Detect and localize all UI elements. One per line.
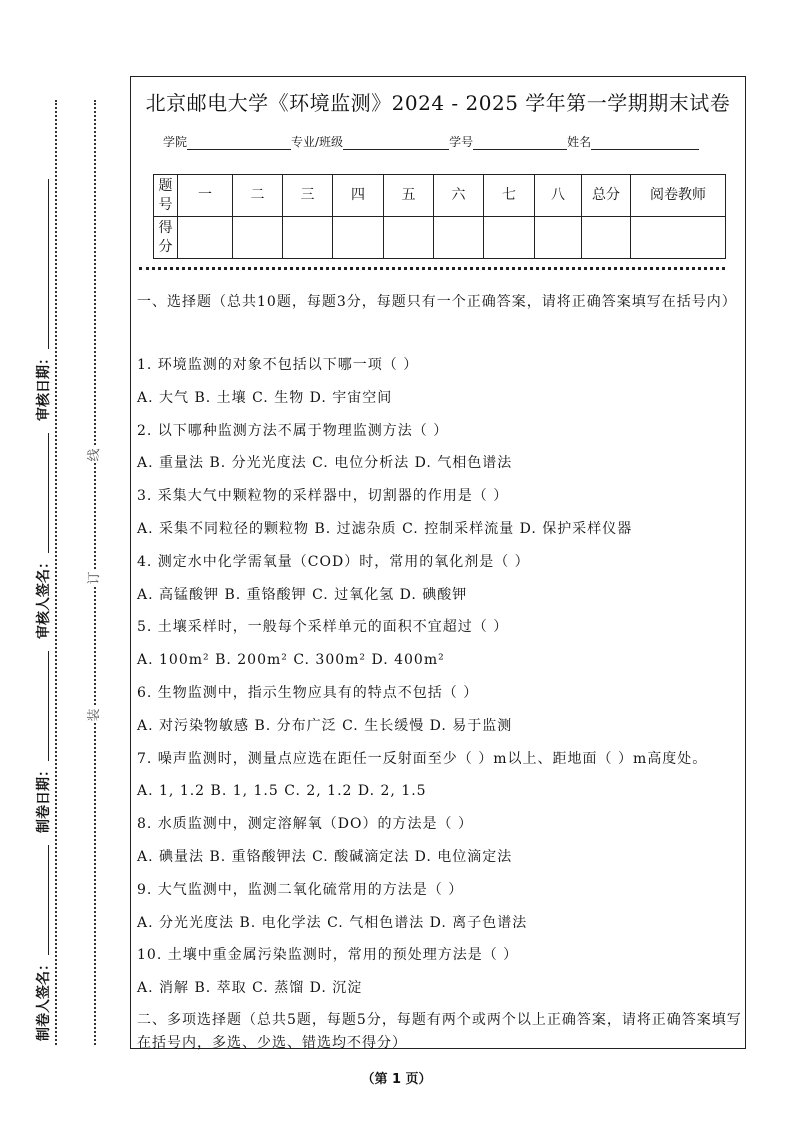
col-1: 一	[178, 175, 233, 217]
question-options: A. 对污染物敏感 B. 分布广泛 C. 生长缓慢 D. 易于监测	[137, 717, 513, 734]
student-id-label: 学号	[449, 135, 474, 149]
question-text: 8. 水质监测中，测定溶解氧（DO）的方法是（ ）	[137, 816, 473, 833]
score-table-score-row	[154, 217, 726, 259]
col-8: 八	[535, 175, 582, 217]
maker-sign-field[interactable]	[48, 845, 49, 955]
score-cell[interactable]	[178, 217, 233, 259]
score-table-header-row	[154, 175, 726, 217]
question-text: 2. 以下哪种监测方法不属于物理监测方法（ ）	[137, 422, 449, 439]
question-text: 6. 生物监测中，指示生物应具有的特点不包括（ ）	[137, 684, 479, 701]
score-cell[interactable]	[333, 217, 384, 259]
score-cell[interactable]	[283, 217, 333, 259]
question-options: A. 碘量法 B. 重铬酸钾法 C. 酸碱滴定法 D. 电位滴定法	[137, 848, 513, 865]
maker-date-label: 制卷日期：	[36, 763, 52, 833]
bind-mark-line: 线	[87, 448, 102, 462]
section1-heading: 一、选择题（总共10题，每题3分，每题只有一个正确答案，请将正确答案填写在括号内）	[137, 294, 737, 310]
col-7: 七	[484, 175, 535, 217]
col-5: 五	[384, 175, 434, 217]
review-date-field[interactable]	[48, 179, 49, 349]
reviewer-sign-label: 审核人签名：	[36, 555, 52, 639]
section2-heading: 二、多项选择题（总共5题，每题5分，每题有两个或两个以上正确答案，请将正确答案填写在括号内，多选、少选、错选均不得分）	[137, 1011, 742, 1051]
question-options: A. 采集不同粒径的颗粒物 B. 过滤杂质 C. 控制采样流量 D. 保护采样仪器	[137, 520, 633, 537]
section-divider	[139, 267, 725, 270]
name-field[interactable]	[591, 135, 699, 150]
bind-mark-bind: 装	[87, 708, 102, 722]
score-cell[interactable]	[582, 217, 631, 259]
review-date-label: 审核日期：	[36, 351, 52, 421]
question-text: 7. 噪声监测时，测量点应选在距任一反射面至少（ ）m以上、距地面（ ）m高度处。	[137, 750, 708, 767]
score-cell[interactable]	[535, 217, 582, 259]
exam-content	[137, 287, 743, 1067]
question-options: A. 高锰酸钾 B. 重铬酸钾 C. 过氧化氢 D. 碘酸钾	[137, 586, 468, 603]
question-text: 1. 环境监测的对象不包括以下哪一项（ ）	[137, 357, 419, 373]
col-3: 三	[283, 175, 333, 217]
col-grader: 阅卷教师	[631, 175, 726, 217]
question-number-label: 题号	[154, 175, 178, 217]
maker-sign-label: 制卷人签名：	[36, 957, 52, 1041]
score-cell[interactable]	[384, 217, 434, 259]
col-total: 总分	[582, 175, 631, 217]
question-text: 5. 土壤采样时，一般每个采样单元的面积不宜超过（ ）	[137, 619, 509, 636]
major-class-label: 专业/班级	[291, 135, 344, 149]
question-options: A. 100m² B. 200m² C. 300m² D. 400m²	[137, 652, 445, 669]
question-text: 9. 大气监测中，监测二氧化硫常用的方法是（ ）	[137, 881, 464, 898]
col-2: 二	[233, 175, 283, 217]
col-6: 六	[434, 175, 484, 217]
question-options: A. 1, 1.2 B. 1, 1.5 C. 2, 1.2 D. 2, 1.5	[137, 783, 427, 800]
question-options: A. 重量法 B. 分光光度法 C. 电位分析法 D. 气相色谱法	[137, 455, 513, 472]
reviewer-sign-field[interactable]	[48, 433, 49, 553]
exam-page-frame	[130, 76, 746, 1049]
major-class-field[interactable]	[343, 135, 449, 150]
question-text: 10. 土壤中重金属污染监测时，常用的预处理方法是（ ）	[137, 947, 519, 964]
score-label: 得分	[154, 217, 178, 259]
name-label: 姓名	[567, 135, 592, 149]
page-number: （第 1 页）	[361, 1072, 432, 1087]
maker-date-field[interactable]	[48, 651, 49, 761]
score-cell[interactable]	[434, 217, 484, 259]
bind-mark-staple: 订	[87, 571, 102, 585]
question-options: A. 消解 B. 萃取 C. 蒸馏 D. 沉淀	[137, 980, 363, 997]
score-cell[interactable]	[233, 217, 283, 259]
score-cell[interactable]	[484, 217, 535, 259]
score-table	[153, 174, 726, 259]
binding-dotted-line-outer	[55, 100, 57, 1045]
col-4: 四	[333, 175, 384, 217]
question-options: A. 分光光度法 B. 电化学法 C. 气相色谱法 D. 离子色谱法	[137, 914, 528, 931]
signature-strip	[31, 121, 53, 1041]
question-text: 4. 测定水中化学需氧量（COD）时，常用的氧化剂是（ ）	[137, 553, 530, 570]
question-options: A. 大气 B. 土壤 C. 生物 D. 宇宙空间	[137, 389, 393, 406]
student-info-fields	[163, 133, 699, 150]
student-id-field[interactable]	[473, 135, 567, 150]
exam-title: 北京邮电大学《环境监测》2024 - 2025 学年第一学期期末试卷	[145, 91, 731, 115]
college-label: 学院	[163, 135, 188, 149]
question-text: 3. 采集大气中颗粒物的采样器中，切割器的作用是（ ）	[137, 488, 509, 505]
college-field[interactable]	[187, 135, 291, 150]
score-cell[interactable]	[631, 217, 726, 259]
